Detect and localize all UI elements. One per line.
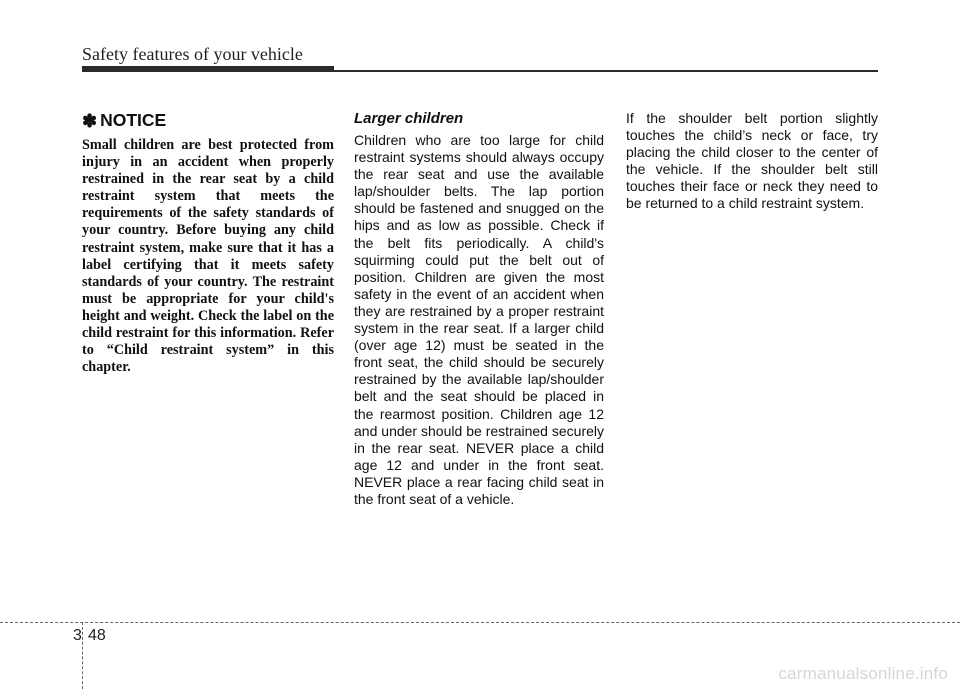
header-rule-thin <box>82 70 878 72</box>
notice-heading-label: NOTICE <box>100 110 167 130</box>
watermark: carmanualsonline.info <box>778 664 948 683</box>
notice-heading <box>82 110 334 131</box>
footer-page-number: 48 <box>88 627 106 644</box>
footer-chapter-number: 3 <box>73 627 82 644</box>
notice-column <box>82 110 334 376</box>
notice-star-icon: ✽ <box>82 110 98 131</box>
page-header-title: Safety features of your vehicle <box>82 44 303 64</box>
notice-body: Small children are best protected from injury in an accident when properly restrained in the rear seat by a child restraint system that meets the requirements of the safety standards of your country. Before buying any child restraint system, make sure that it has a label certifying that it meets safety standards of your country. The restraint must be appropriate for your child's height and weight. Check the label on the child restraint for this information. Refer to “Child restraint system” in this chapter. <box>82 137 334 376</box>
shoulder-belt-body: If the shoulder belt portion slightly touches the child’s neck or face, try placing the child closer to the center of the vehicle. If the shoulder belt still touches their face or neck they need to be returned to a child restraint system. <box>626 110 878 212</box>
larger-children-column <box>354 110 604 508</box>
footer-divider <box>0 622 960 623</box>
larger-children-heading: Larger children <box>354 110 464 127</box>
footer-vertical-divider <box>82 622 83 689</box>
shoulder-belt-column <box>626 110 878 213</box>
larger-children-body: Children who are too large for child restraint systems should always occupy the rear seat and use the available lap/shoulder belts. The lap portion should be fastened and snugged on the hips and as low as possible. Check if the belt fits periodically. A child's squirming could put the belt out of position. Children are given the most safety in the event of an accident when they are restrained by a proper restraint system in the rear seat. If a larger child (over age 12) must be seated in the front seat, the child should be securely restrained by the available lap/shoulder belt and the seat should be placed in the rearmost position. Children age 12 and under should be restrained securely in the rear seat. NEVER place a child age 12 and under in the front seat. NEVER place a rear facing child seat in the front seat of a vehicle. <box>354 132 604 507</box>
